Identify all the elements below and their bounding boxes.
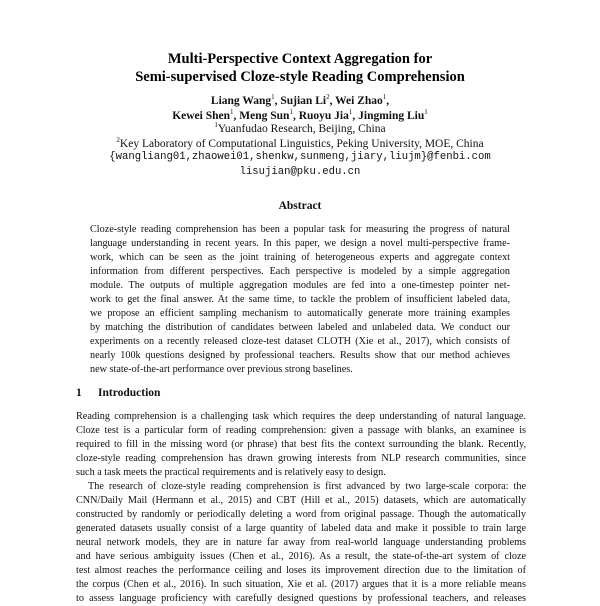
title-line-1: Multi-Perspective Context Aggregation for: [167, 51, 433, 67]
author-affiliation-mark: 1: [230, 107, 234, 116]
abstract-heading: Abstract: [278, 200, 322, 212]
body-line: Cloze test is a particular form of reading comprehension: given a passage with blanks, an examinee is: [76, 425, 526, 436]
abstract-line: experiments on a recently released cloze-test dataset CLOTH (Xie et al., 2017), which consists of: [90, 336, 510, 347]
section-heading: [76, 387, 160, 399]
body-line: generated datasets usually consist of a large quantity of labeled data and make it possible to train large: [76, 523, 526, 534]
abstract-line: module. The outputs of multiple aggregation modules are fed into a one-timestep pointer net-: [90, 280, 510, 291]
author-name: Sujian Li: [280, 95, 327, 107]
title-line-2: Semi-supervised Cloze-style Reading Comprehension: [135, 69, 465, 85]
abstract-line: work, which can be seen as the joint training of heterogeneous experts and aggregate context: [90, 252, 510, 263]
author-name: Meng Sun: [239, 109, 290, 122]
abstract-line: information from different perspectives. Each perspective is modeled by a simple aggregation: [90, 266, 510, 277]
author-name: Kewei Shen: [172, 109, 231, 122]
abstract-line: Cloze-style reading comprehension has been a popular task for measuring the progress of natural: [90, 224, 510, 235]
affiliation-text: Yuanfudao Research, Beijing, China: [217, 123, 386, 135]
body-line: required to fill in the missing word (or phrase) that best fits the context surrounding the blank. Recently,: [76, 439, 526, 450]
author-line-1: Liang Wang$^1$, Sujian Li$^2$, Wei Zhao$^1$,: [210, 93, 390, 107]
author-name: Jingming Liu: [358, 109, 425, 122]
body-line: constructed by randomly or periodically deleting a word from original passage. Though the automatically: [76, 509, 526, 520]
abstract-line: work to get the final answer. At the same time, to tackle the problem of insufficient labeled data,: [90, 294, 510, 305]
abstract-line: by matching the distribution of candidates between labeled and unlabeled data. We conduct our: [90, 322, 510, 333]
author-name: Wei Zhao: [335, 95, 383, 107]
author-affiliation-mark: 2: [326, 93, 330, 102]
affiliation-2: [0, 137, 600, 152]
body-line: the corpus (Chen et al., 2016). In such situation, Xie et al. (2017) argues that it is a more reliable means: [76, 579, 526, 590]
author-line-2: Kewei Shen$^1$, Meng Sun$^1$, Ruoyu Jia$^1$, Jingming Liu$^1$: [172, 107, 428, 122]
body-line: and have serious ambiguity issues (Chen et al., 2016). As a result, the state-of-the-art system of cloze: [76, 551, 526, 562]
affiliation-1: [0, 122, 600, 137]
author-list: [0, 94, 600, 123]
abstract-line: we propose an efficient sampling mechanism to automatically generate more training examples: [90, 308, 510, 319]
affiliations: [0, 122, 600, 151]
body-line: such a task meets the practical requirements and is relatively easy to design.: [76, 467, 386, 478]
author-emails: [0, 150, 600, 179]
body-line: neural network models, they are in nature far away from real-world language understanding problems: [76, 537, 526, 548]
body-text: [76, 410, 526, 606]
affiliation-text: Key Laboratory of Computational Linguistics, Peking University, MOE, China: [119, 137, 484, 150]
section-number: 1: [76, 387, 82, 399]
affiliation-mark: 2: [116, 135, 120, 144]
body-line: The research of cloze-style reading comprehension is first advanced by two large-scale corpora: the: [88, 481, 526, 492]
author-affiliation-mark: 1: [382, 93, 387, 102]
abstract-line: language understanding in recent years. In this paper, we design a novel multi-perspective frame-: [90, 238, 510, 249]
paper-title: [0, 50, 600, 86]
author-affiliation-mark: 1: [271, 93, 275, 102]
email-line-1: {wangliang01,zhaowei01,shenkw,sunmeng,jiary,liujm}@fenbi.com: [109, 151, 491, 163]
body-line: Reading comprehension is a challenging task which requires the deep understanding of natural language.: [76, 411, 526, 422]
abstract-line: nearly 100k questions designed by professional teachers. Results show that our method achieves: [90, 350, 510, 361]
author-affiliation-mark: 1: [424, 107, 428, 116]
body-line: CNN/Daily Mail (Hermann et al., 2015) and CBT (Hill et al., 2015) datasets, which are automatically: [76, 495, 526, 506]
abstract-text: [90, 223, 510, 377]
affiliation-mark: 1: [214, 121, 218, 130]
body-line: test almost reaches the performance ceiling and loses its improvement direction due to the limitation of: [76, 565, 526, 576]
author-name: Ruoyu Jia: [298, 109, 349, 122]
email-line-2: lisujian@pku.edu.cn: [239, 165, 361, 178]
body-line: cloze-style reading comprehension has drawn growing interests from NLP research communities, since: [76, 453, 526, 464]
author-affiliation-mark: 1: [348, 107, 353, 116]
abstract-line: new state-of-the-art performance over previous strong baselines.: [90, 364, 353, 375]
author-affiliation-mark: 1: [289, 107, 293, 116]
section-title: Introduction: [98, 387, 161, 399]
body-line: to assess language proficiency with carefully designed questions by professional teachers, and releases: [76, 593, 526, 604]
author-name: Liang Wang: [210, 95, 272, 107]
